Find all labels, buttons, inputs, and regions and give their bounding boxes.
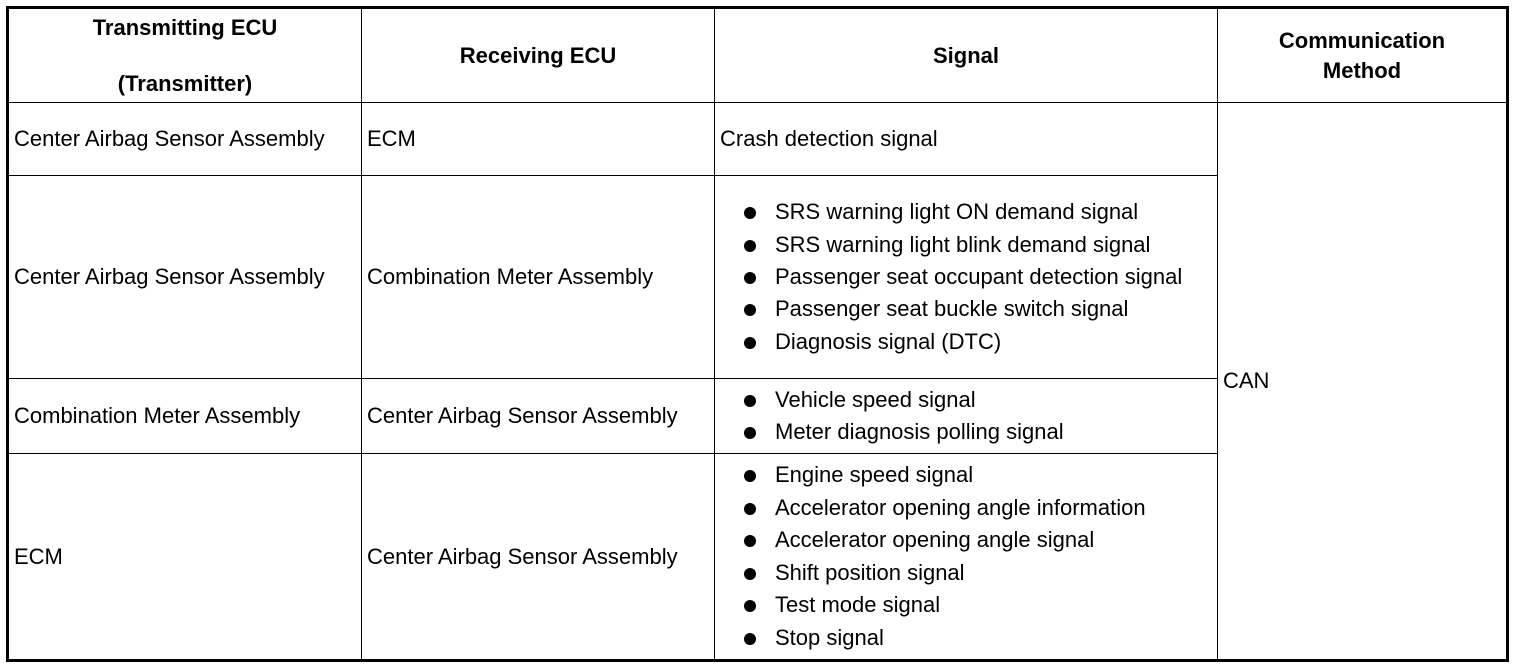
communication-method-cell: CAN <box>1218 103 1508 661</box>
header-signal: Signal <box>715 8 1218 103</box>
table-header-row <box>8 8 1508 103</box>
signal-item: Passenger seat occupant detection signal <box>740 261 1212 293</box>
transmitter-cell: ECM <box>8 454 362 661</box>
signal-item: Accelerator opening angle information <box>740 492 1212 525</box>
signal-cell: Crash detection signal <box>715 103 1218 176</box>
signal-cell <box>715 379 1218 454</box>
signal-cell <box>715 454 1218 661</box>
signal-item: Passenger seat buckle switch signal <box>740 293 1212 326</box>
transmitter-cell: Combination Meter Assembly <box>8 379 362 454</box>
header-transmitting-ecu: Transmitting ECU (Transmitter) <box>8 8 362 103</box>
signal-item: Engine speed signal <box>740 459 1212 492</box>
signal-list <box>720 384 1212 449</box>
signal-item: Vehicle speed signal <box>740 384 1212 417</box>
signal-list <box>720 459 1212 654</box>
signal-item: Test mode signal <box>740 589 1212 622</box>
receiver-cell: Combination Meter Assembly <box>362 176 715 379</box>
receiver-cell: Center Airbag Sensor Assembly <box>362 379 715 454</box>
signal-item: Stop signal <box>740 622 1212 655</box>
transmitter-cell: Center Airbag Sensor Assembly <box>8 176 362 379</box>
signal-item: SRS warning light blink demand signal <box>740 229 1212 262</box>
ecu-communication-table <box>6 6 1509 662</box>
signal-item: Diagnosis signal (DTC) <box>740 326 1212 359</box>
transmitter-cell: Center Airbag Sensor Assembly <box>8 103 362 176</box>
signal-item: Meter diagnosis polling signal <box>740 416 1212 449</box>
signal-item: Accelerator opening angle signal <box>740 524 1212 557</box>
header-communication-method: Communication Method <box>1218 8 1508 103</box>
receiver-cell: Center Airbag Sensor Assembly <box>362 454 715 661</box>
header-receiving-ecu: Receiving ECU <box>362 8 715 103</box>
receiver-cell: ECM <box>362 103 715 176</box>
signal-item: Shift position signal <box>740 557 1212 590</box>
signal-cell <box>715 176 1218 379</box>
signal-list <box>720 196 1212 358</box>
table-row <box>8 103 1508 176</box>
signal-item: SRS warning light ON demand signal <box>740 196 1212 229</box>
